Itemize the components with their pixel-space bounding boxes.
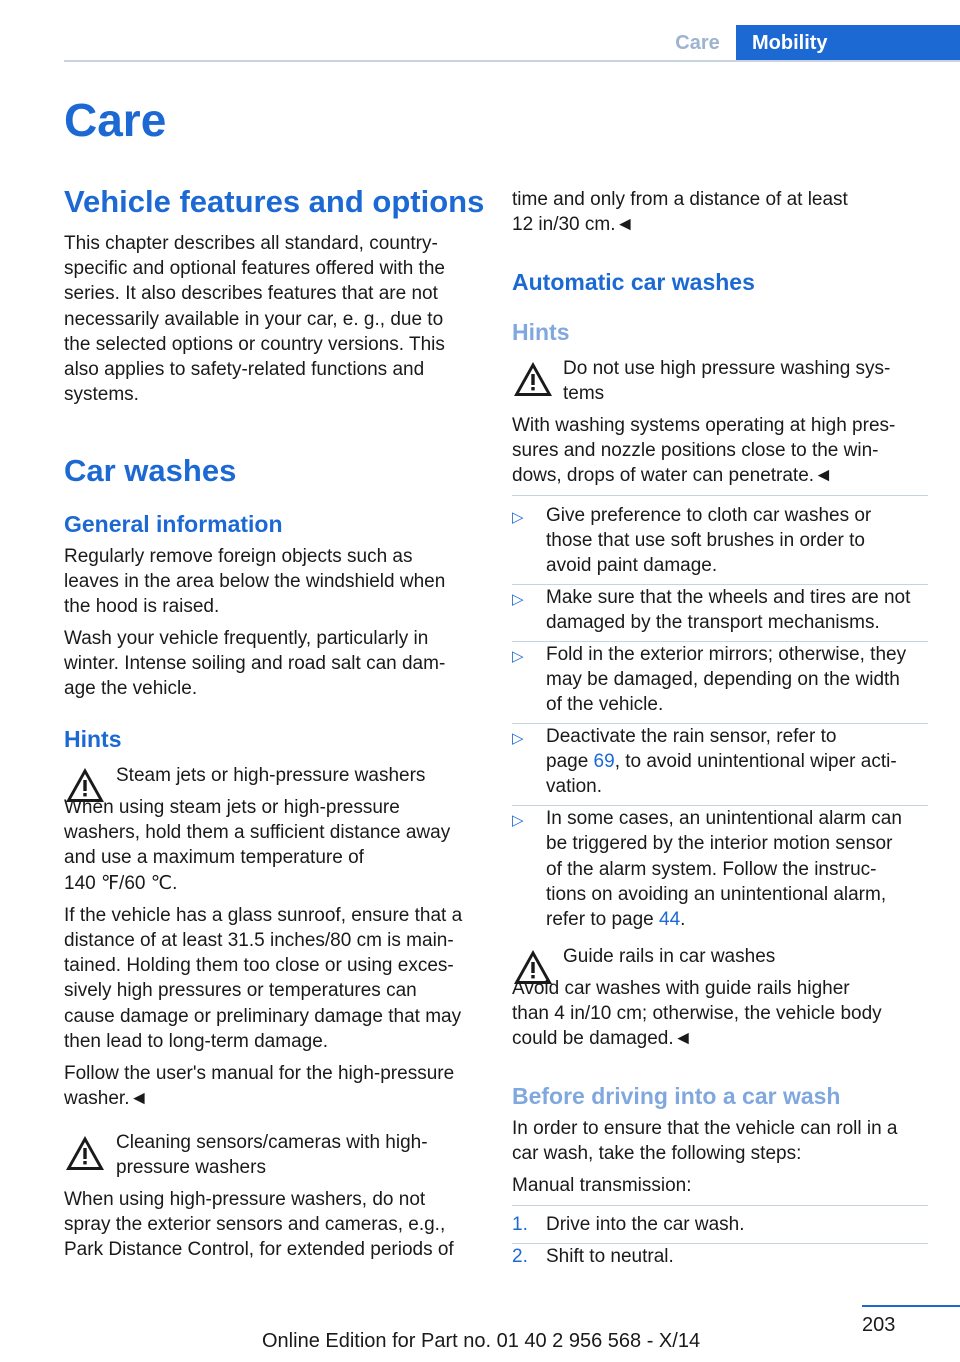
list-item: of the alarm system. Follow the instruc- (546, 859, 877, 880)
continued-text: 12 in/30 cm.◄ (512, 214, 635, 235)
list-item: Fold in the exterior mirrors; otherwise, they (546, 644, 907, 665)
list-item: damaged by the transport mechanisms. (546, 612, 880, 633)
heading-before-driving: Before driving into a car wash (512, 1083, 841, 1109)
heading-hints: Hints (512, 319, 570, 345)
bullet-arrow-icon: ▷ (512, 509, 524, 526)
warning-text: dows, drops of water can penetrate.◄ (512, 465, 833, 486)
warning-text: then lead to long-term damage. (64, 1031, 329, 1052)
warning-text: tained. Holding them too close or using exces- (64, 955, 454, 976)
list-item: those that use soft brushes in order to (546, 530, 865, 551)
intro-line: necessarily available in your car, e. g., due to (64, 309, 444, 330)
heading-automatic-car-washes: Automatic car washes (512, 269, 755, 295)
footer-rule (862, 1305, 960, 1307)
general-line: the hood is raised. (64, 596, 220, 617)
paragraph-line: Manual transmission: (512, 1175, 692, 1196)
intro-line: the selected options or country versions. This (64, 334, 445, 355)
tab-mobility[interactable]: Mobility (736, 25, 960, 61)
warning-triangle-icon (64, 1133, 106, 1173)
warning-title: Steam jets or high-pressure washers (116, 765, 426, 786)
list-item: Give preference to cloth car washes or (546, 505, 872, 526)
list-item: Deactivate the rain sensor, refer to (546, 726, 837, 747)
warning-triangle-icon (512, 359, 554, 399)
warning-text: than 4 in/10 cm; otherwise, the vehicle body (512, 1003, 882, 1024)
heading-hints: Hints (64, 726, 122, 752)
warning-title: tems (563, 383, 605, 404)
general-line: age the vehicle. (64, 678, 198, 699)
intro-line: also applies to safety-related functions and (64, 359, 425, 380)
intro-line: specific and optional features offered with the (64, 258, 445, 279)
warning-text: and use a maximum temperature of (64, 847, 364, 868)
general-line: Regularly remove foreign objects such as (64, 546, 413, 567)
paragraph-line: In order to ensure that the vehicle can roll in a (512, 1118, 898, 1139)
list-divider (512, 495, 928, 496)
warning-text: distance of at least 31.5 inches/80 cm is main- (64, 930, 454, 951)
continued-text: time and only from a distance of at least (512, 189, 848, 210)
list-divider (512, 1205, 928, 1206)
warning-text: If the vehicle has a glass sunroof, ensure that a (64, 905, 463, 926)
header-tabs (0, 25, 960, 61)
list-item: page 69, to avoid unintentional wiper acti- (546, 751, 897, 772)
intro-line: This chapter describes all standard, country- (64, 233, 438, 254)
warning-text: 140 ℉/60 ℃. (64, 873, 178, 894)
general-line: Wash your vehicle frequently, particularly in (64, 628, 429, 649)
warning-title: Do not use high pressure washing sys- (563, 358, 891, 379)
warning-text: Follow the user's manual for the high-pressure (64, 1063, 455, 1084)
warning-text: sively high pressures or temperatures can (64, 980, 417, 1001)
general-line: leaves in the area below the windshield when (64, 571, 446, 592)
bullet-arrow-icon: ▷ (512, 648, 524, 665)
list-item: of the vehicle. (546, 694, 664, 715)
bullet-arrow-icon: ▷ (512, 812, 524, 829)
step-number: 2. (512, 1246, 528, 1267)
warning-title: Guide rails in car washes (563, 946, 776, 967)
footer-edition: Online Edition for Part no. 01 40 2 956 568 - X/14 (262, 1330, 701, 1352)
warning-title: pressure washers (116, 1157, 266, 1178)
list-item: refer to page 44. (546, 909, 686, 930)
step-text: Drive into the car wash. (546, 1214, 745, 1235)
warning-text: cause damage or preliminary damage that may (64, 1006, 462, 1027)
paragraph-line: car wash, take the following steps: (512, 1143, 802, 1164)
warning-text: When using steam jets or high-pressure (64, 797, 400, 818)
page-number: 203 (862, 1314, 896, 1336)
warning-text: sures and nozzle positions close to the win- (512, 440, 879, 461)
list-item: vation. (546, 776, 602, 797)
page-link-44[interactable]: 44 (659, 909, 681, 930)
heading-general-information: General information (64, 511, 283, 537)
tab-care[interactable]: Care (675, 31, 720, 54)
warning-text: Park Distance Control, for extended periods of (64, 1239, 454, 1260)
warning-title: Cleaning sensors/cameras with high- (116, 1132, 428, 1153)
heading-car-washes: Car washes (64, 453, 237, 488)
page-link-69[interactable]: 69 (593, 751, 615, 772)
list-item: may be damaged, depending on the width (546, 669, 900, 690)
bullet-arrow-icon: ▷ (512, 591, 524, 608)
list-item: In some cases, an unintentional alarm can (546, 808, 902, 829)
warning-text: could be damaged.◄ (512, 1028, 693, 1049)
step-text: Shift to neutral. (546, 1246, 674, 1267)
warning-text: washers, hold them a sufficient distance away (64, 822, 451, 843)
step-number: 1. (512, 1214, 528, 1235)
list-item: avoid paint damage. (546, 555, 718, 576)
intro-line: systems. (64, 384, 139, 405)
list-item: Make sure that the wheels and tires are not (546, 587, 911, 608)
page-title: Care (64, 94, 167, 146)
heading-vehicle-features: Vehicle features and options (64, 184, 485, 219)
bullet-arrow-icon: ▷ (512, 730, 524, 747)
warning-text: Avoid car washes with guide rails higher (512, 978, 850, 999)
warning-text: When using high-pressure washers, do not (64, 1189, 426, 1210)
header-divider (64, 60, 960, 62)
general-line: winter. Intense soiling and road salt can dam- (64, 653, 446, 674)
intro-line: series. It also describes features that are not (64, 283, 438, 304)
list-item: be triggered by the interior motion sensor (546, 833, 893, 854)
warning-text: washer.◄ (64, 1088, 149, 1109)
warning-text: With washing systems operating at high pres- (512, 415, 896, 436)
list-item: tions on avoiding an unintentional alarm, (546, 884, 887, 905)
warning-text: spray the exterior sensors and cameras, e.g., (64, 1214, 446, 1235)
